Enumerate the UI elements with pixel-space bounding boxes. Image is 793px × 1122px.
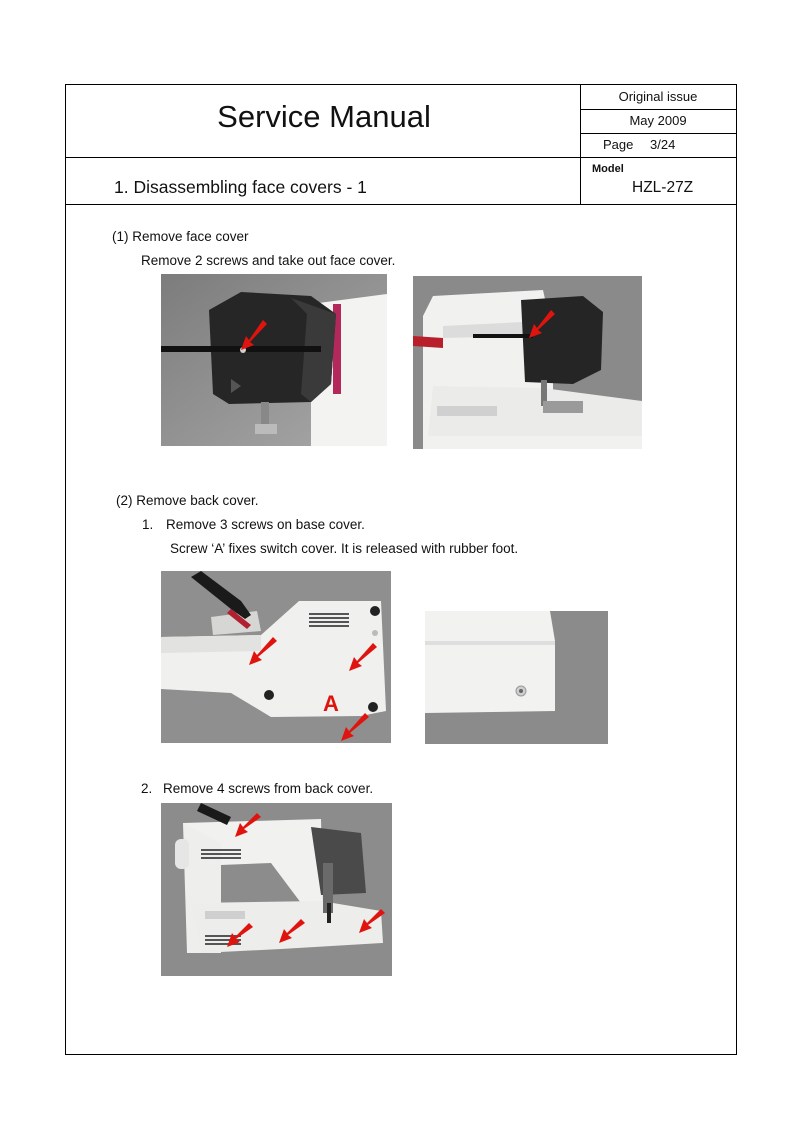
screw-a-marker: A — [323, 691, 339, 716]
step2-sub1-note: Screw ‘A’ fixes switch cover. It is released with rubber foot. — [170, 541, 519, 556]
header-bottom-line — [66, 204, 736, 205]
original-issue-label: Original issue — [618, 89, 698, 104]
step2-sub2-number: 2. — [141, 781, 153, 796]
date-cell-divider — [580, 133, 736, 134]
step2-sub1-instruction: Remove 3 screws on base cover. — [166, 517, 365, 532]
issue-cell-divider — [580, 109, 736, 110]
issue-date: May 2009 — [629, 113, 687, 128]
model-label: Model — [592, 163, 624, 175]
photo-rubber-foot-closeup — [425, 611, 608, 744]
step2-sub1-number: 1. — [142, 517, 154, 532]
step1-instruction: Remove 2 screws and take out face cover. — [141, 253, 396, 268]
page-label: Page — [603, 137, 634, 152]
photo-base-cover-screws — [161, 571, 391, 743]
photo-face-cover-closeup — [161, 274, 387, 446]
step2-sub2-instruction: Remove 4 screws from back cover. — [163, 781, 374, 796]
step1-heading: (1) Remove face cover — [112, 229, 249, 244]
page-number: 3/24 — [650, 137, 676, 152]
photo-back-cover-screws — [161, 803, 392, 976]
document-title: Service Manual — [217, 99, 431, 134]
header-divider — [66, 157, 736, 158]
photo-face-cover-angled — [413, 276, 642, 449]
model-value: HZL-27Z — [632, 179, 694, 196]
section-title: 1. Disassembling face covers - 1 — [114, 177, 367, 197]
step2-heading: (2) Remove back cover. — [116, 493, 259, 508]
